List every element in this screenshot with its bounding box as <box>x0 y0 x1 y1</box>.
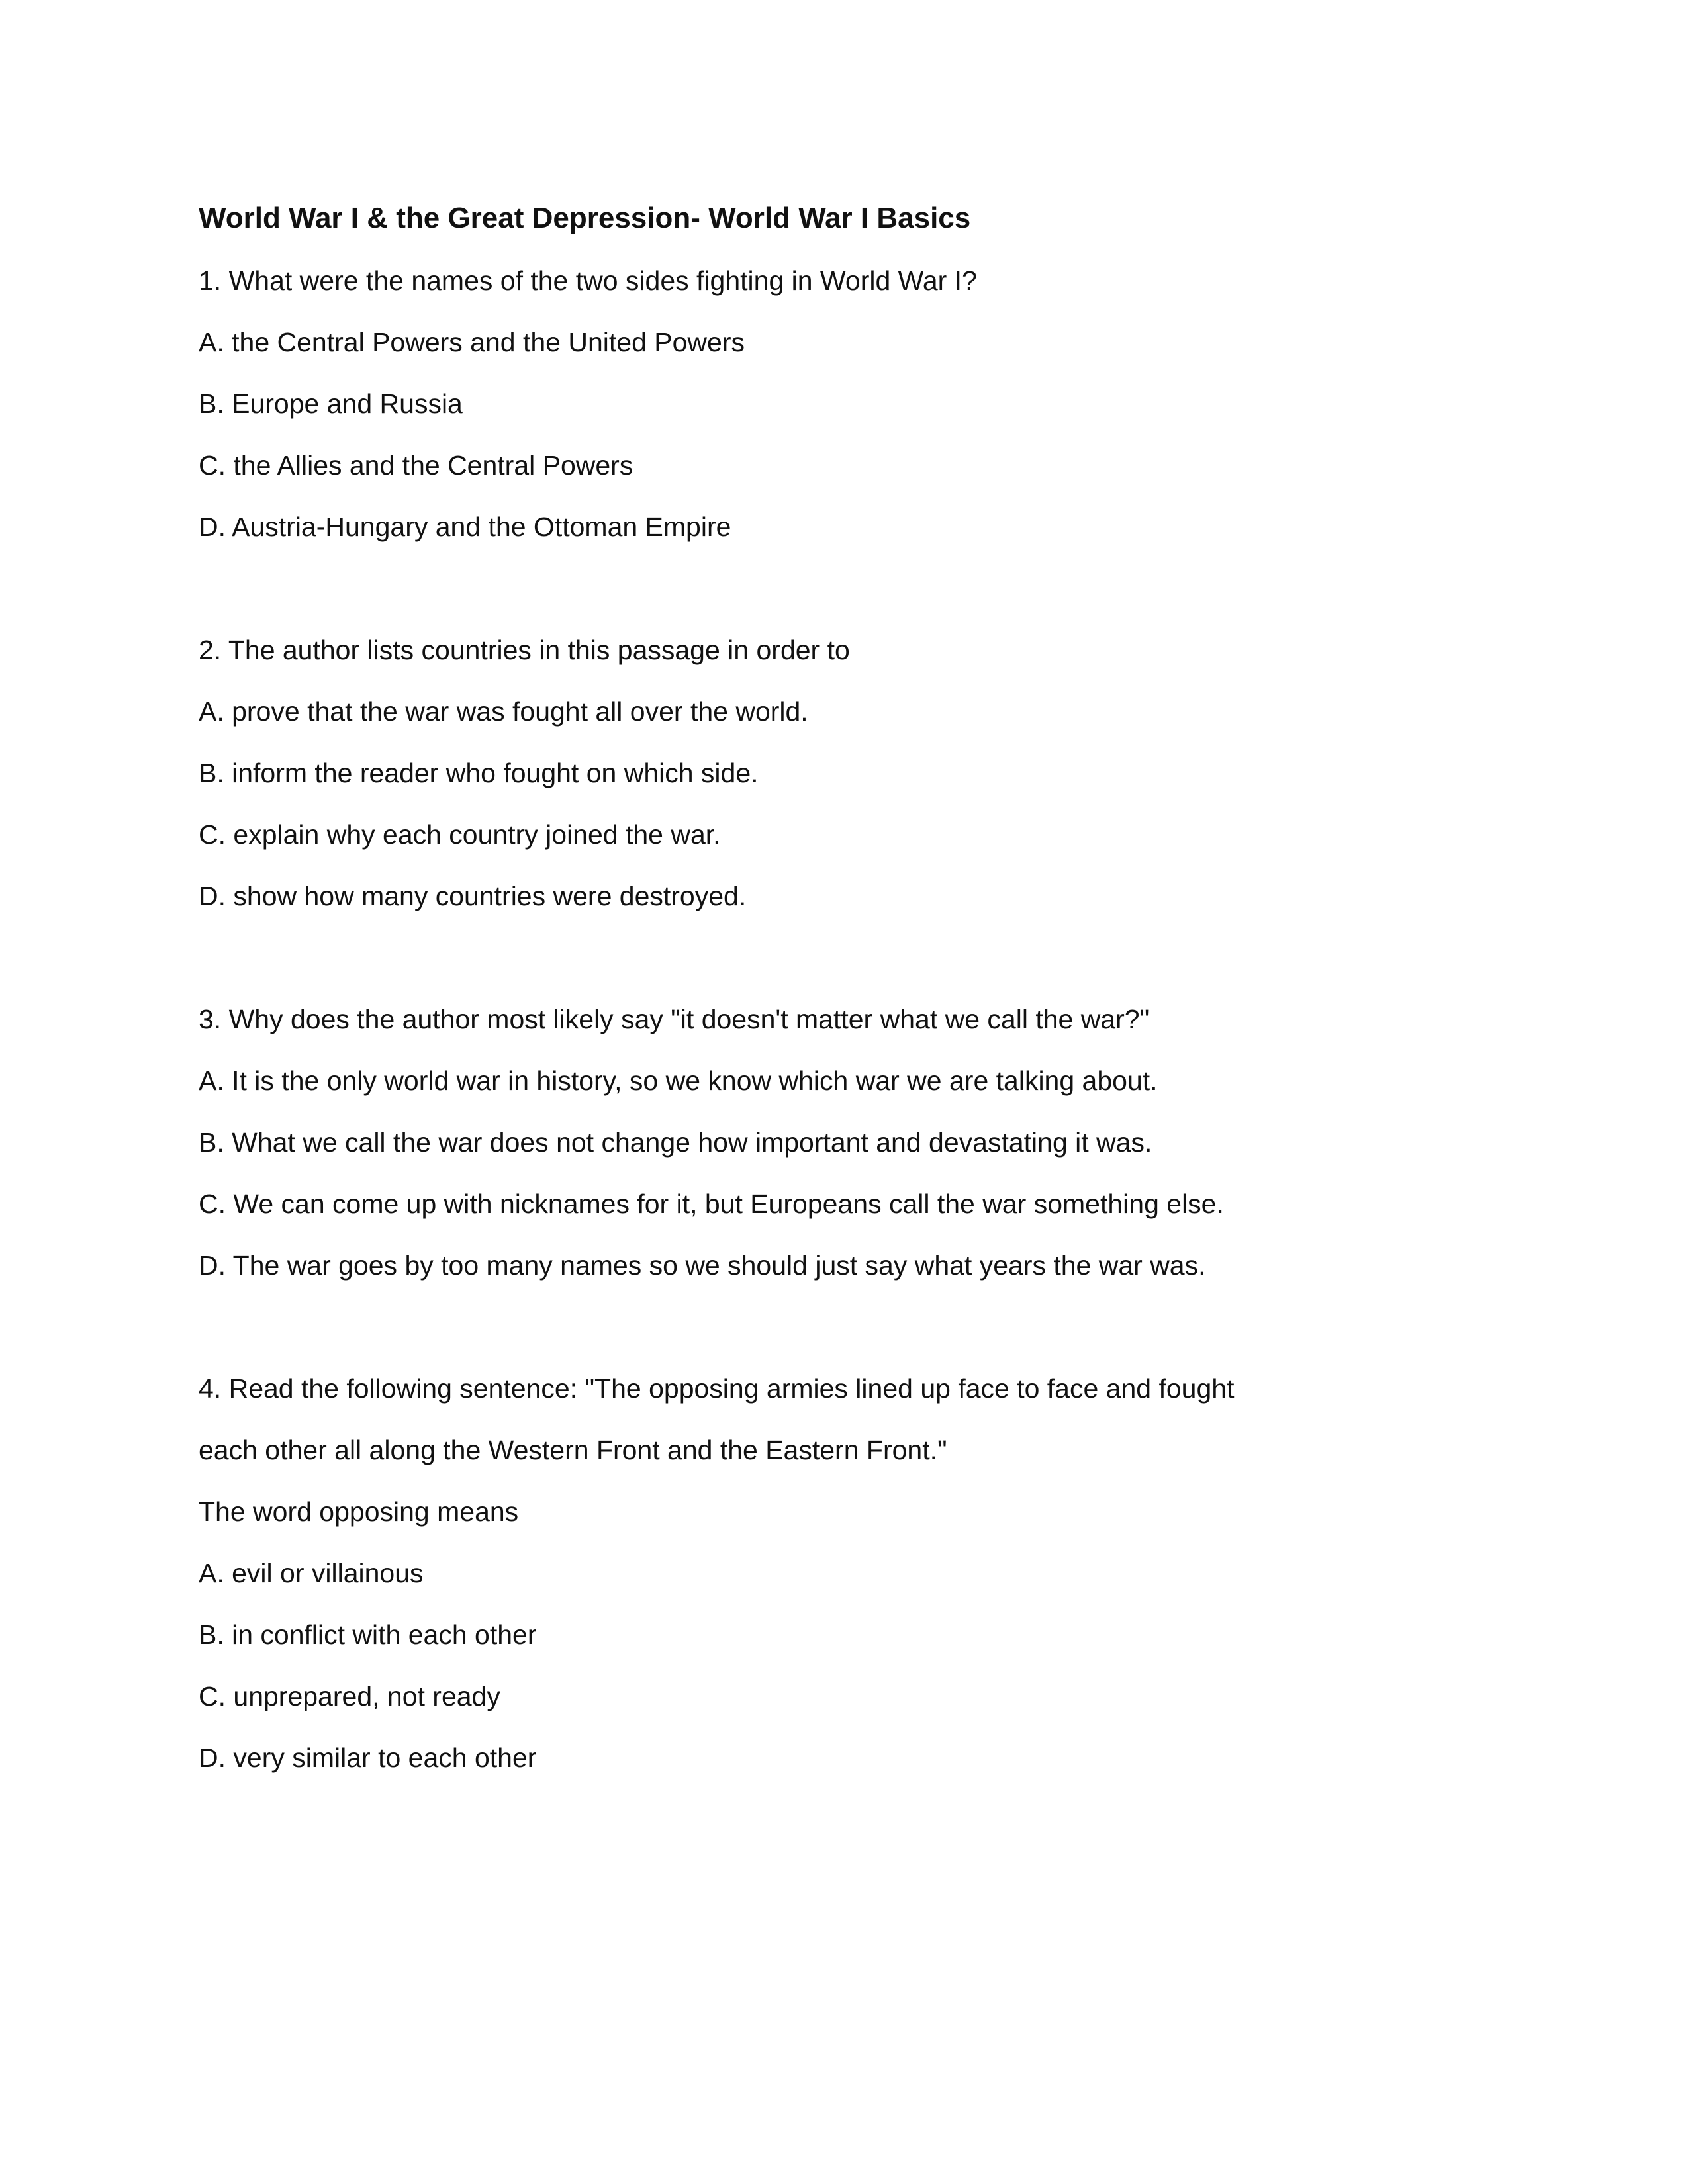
question-2-option-c: C. explain why each country joined the war. <box>199 819 721 850</box>
question-4 <box>199 1370 1523 1776</box>
question-2 <box>199 631 1523 915</box>
question-4-option-b: B. in conflict with each other <box>199 1619 537 1650</box>
question-1-option-a: A. the Central Powers and the United Powers <box>199 327 745 357</box>
question-1-option-d: D. Austria-Hungary and the Ottoman Empire <box>199 512 731 542</box>
page-title: World War I & the Great Depression- World War I Basics <box>199 202 971 234</box>
question-3-option-a: A. It is the only world war in history, so we know which war we are talking about. <box>199 1066 1158 1096</box>
question-2-option-b: B. inform the reader who fought on which side. <box>199 758 759 788</box>
question-1-option-c: C. the Allies and the Central Powers <box>199 450 633 480</box>
question-3-option-d: D. The war goes by too many names so we should just say what years the war was. <box>199 1250 1206 1281</box>
question-1-prompt: 1. What were the names of the two sides fighting in World War I? <box>199 265 977 296</box>
question-4-prompt-line-3: The word opposing means <box>199 1496 519 1527</box>
question-4-prompt-line-2: each other all along the Western Front and the Eastern Front." <box>199 1435 947 1465</box>
question-2-option-d: D. show how many countries were destroyed. <box>199 881 747 911</box>
question-1-option-b: B. Europe and Russia <box>199 388 463 419</box>
question-2-option-a: A. prove that the war was fought all over the world. <box>199 696 808 727</box>
question-2-prompt: 2. The author lists countries in this passage in order to <box>199 635 850 665</box>
worksheet-content <box>199 200 1523 1776</box>
question-3-option-b: B. What we call the war does not change how important and devastating it was. <box>199 1127 1152 1158</box>
question-4-option-c: C. unprepared, not ready <box>199 1681 500 1711</box>
question-4-prompt-line-1: 4. Read the following sentence: "The opposing armies lined up face to face and fought <box>199 1373 1235 1404</box>
question-4-option-a: A. evil or villainous <box>199 1558 424 1588</box>
question-3-option-c: C. We can come up with nicknames for it, but Europeans call the war something else. <box>199 1189 1224 1219</box>
question-1 <box>199 262 1523 545</box>
question-3 <box>199 1001 1523 1284</box>
question-3-prompt: 3. Why does the author most likely say "it doesn't matter what we call the war?" <box>199 1004 1150 1034</box>
question-4-option-d: D. very similar to each other <box>199 1743 537 1773</box>
